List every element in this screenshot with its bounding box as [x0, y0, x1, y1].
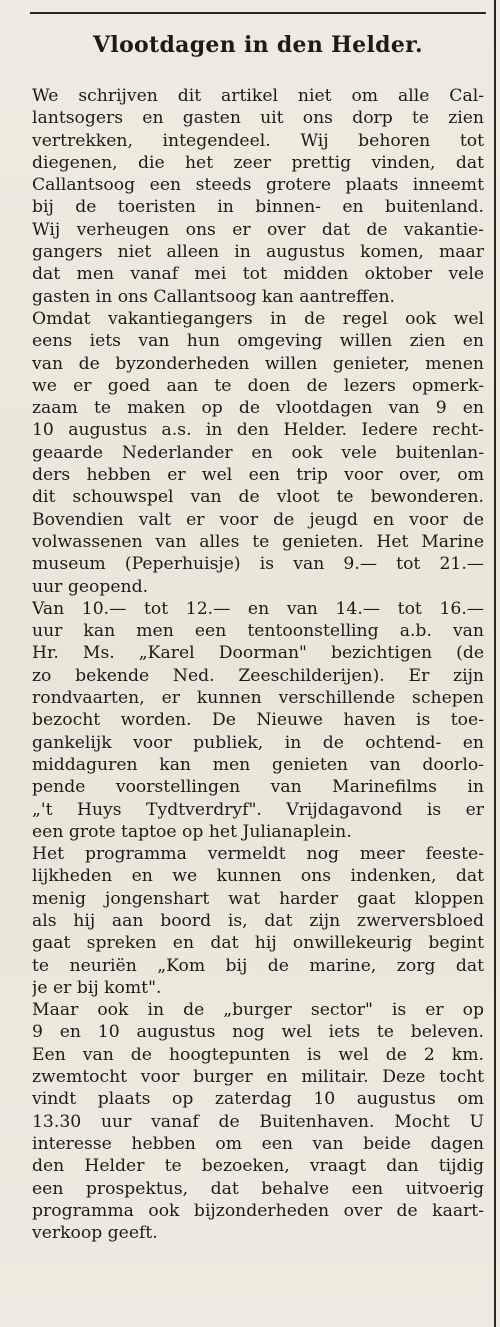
article-line: We schrijven dit artikel niet om alle Cal-	[32, 86, 484, 106]
article-line: lijkheden en we kunnen ons indenken, dat	[32, 866, 484, 887]
article-line: lantsogers en gasten uit ons dorp te zien	[32, 108, 484, 129]
article-line: Een van de hoogtepunten is wel de 2 km.	[32, 1044, 484, 1065]
article-line: Hr. Ms. „Karel Doorman" bezichtigen (de	[32, 643, 484, 664]
article-line: „'t Huys Tydtverdryf". Vrijdagavond is er	[32, 799, 484, 820]
article-line: een grote taptoe op het Julianaplein.	[32, 821, 352, 842]
article-line: geaarde Nederlander en ook vele buitenlan-	[32, 442, 484, 463]
article-line: je er bij komt".	[32, 977, 162, 998]
article-line: Omdat vakantiegangers in de regel ook wel	[32, 308, 484, 329]
article-line: zaam te maken op de vlootdagen van 9 en	[32, 398, 484, 419]
article-line: eens iets van hun omgeving willen zien en	[32, 331, 484, 352]
article-line: gangers niet alleen in augustus komen, maar	[32, 242, 484, 263]
article-line: we er goed aan te doen de lezers opmerk-	[32, 375, 484, 396]
article-line: gasten in ons Callantsoog kan aantreffen.	[32, 286, 395, 307]
article-line: volwassenen van alles te genieten. Het Marine	[32, 531, 484, 552]
article-line: uur geopend.	[32, 576, 149, 597]
article-line: Van 10.— tot 12.— en van 14.— tot 16.—	[32, 598, 484, 619]
article-line: 13.30 uur vanaf de Buitenhaven. Mocht U	[32, 1111, 484, 1132]
article-line: zwemtocht voor burger en militair. Deze tocht	[32, 1067, 484, 1088]
article-line: Het programma vermeldt nog meer feeste-	[32, 844, 484, 865]
article-line: dat men vanaf mei tot midden oktober vele	[32, 264, 484, 285]
article-line: een prospektus, dat behalve een uitvoerig	[32, 1178, 484, 1199]
article-line: van de byzonderheden willen genieter, menen	[32, 353, 484, 374]
article-line: gankelijk voor publiek, in de ochtend- en	[32, 732, 484, 753]
article-line: zo bekende Ned. Zeeschilderijen). Er zijn	[32, 665, 484, 686]
article-line: menig jongenshart wat harder gaat kloppen	[32, 888, 484, 909]
article-line: als hij aan boord is, dat zijn zwerversbloed	[32, 910, 484, 931]
article-line: bij de toeristen in binnen- en buitenland.	[32, 197, 484, 218]
article-line: interesse hebben om een van beide dagen	[32, 1133, 484, 1154]
article-line: vertrekken, integendeel. Wij behoren tot	[32, 130, 484, 151]
article-line: vindt plaats op zaterdag 10 augustus om	[32, 1089, 484, 1110]
top-column-rule	[30, 12, 486, 14]
right-column-rule	[494, 0, 496, 1327]
article-line: Callantsoog een steeds grotere plaats inneemt	[32, 175, 484, 196]
article-line: Wij verheugen ons er over dat de vakantie-	[32, 219, 484, 240]
article-line: verkoop geeft.	[32, 1223, 158, 1244]
article-line: uur kan men een tentoonstelling a.b. van	[32, 621, 484, 642]
article-line: Maar ook in de „burger sector" is er op	[32, 1000, 484, 1021]
article-line: ders hebben er wel een trip voor over, om	[32, 465, 484, 486]
article-line: 9 en 10 augustus nog wel iets te beleven.	[32, 1022, 484, 1043]
article-line: diegenen, die het zeer prettig vinden, dat	[32, 152, 484, 173]
article-line: te neuriën „Kom bij de marine, zorg dat	[32, 955, 484, 976]
article-line: 10 augustus a.s. in den Helder. Iedere recht-	[32, 420, 484, 441]
article-line: middaguren kan men genieten van doorlo-	[32, 754, 484, 775]
article-body	[32, 85, 484, 1244]
article-line: dit schouwspel van de vloot te bewonderen.	[32, 487, 484, 508]
article-line: museum (Peperhuisje) is van 9.— tot 21.—	[32, 554, 484, 575]
article-line: pende voorstellingen van Marinefilms in	[32, 777, 484, 798]
article-line: rondvaarten, er kunnen verschillende schepen	[32, 688, 484, 709]
article-line: programma ook bijzonderheden over de kaart-	[32, 1200, 484, 1221]
article-line: Bovendien valt er voor de jeugd en voor de	[32, 509, 484, 530]
article-line: gaat spreken en dat hij onwillekeurig begint	[32, 933, 484, 954]
article-title: Vlootdagen in den Helder.	[93, 32, 423, 58]
article-line: bezocht worden. De Nieuwe haven is toe-	[32, 710, 484, 731]
article-line: den Helder te bezoeken, vraagt dan tijdig	[32, 1156, 484, 1177]
